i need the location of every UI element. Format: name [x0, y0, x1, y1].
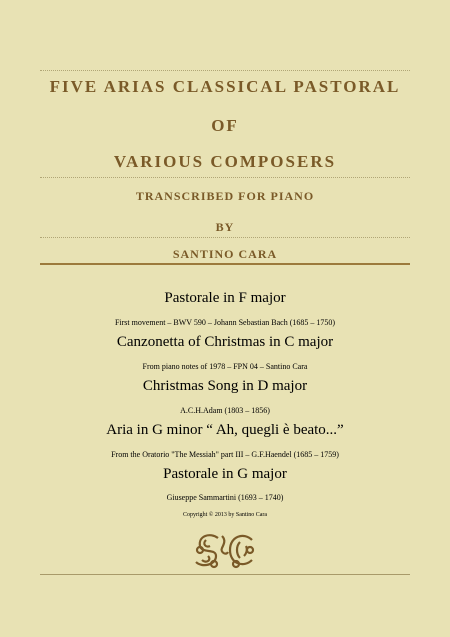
author-thick-rule — [40, 263, 410, 265]
piece-title-2: Canzonetta of Christmas in C major — [116, 334, 334, 350]
top-dotted-rule — [40, 70, 410, 71]
title-dotted-rule — [40, 177, 410, 178]
piece-title-4: Aria in G minor “ Ah, quegli è beato...” — [106, 422, 344, 438]
piece-detail-1: First movement – BWV 590 – Johann Sebastian Bach (1685 – 1750) — [114, 318, 336, 327]
author: SANTINO CARA — [172, 247, 278, 261]
title-line-1: FIVE ARIAS CLASSICAL PASTORAL — [49, 77, 401, 96]
piece-title-5: Pastorale in G major — [163, 466, 287, 482]
sc-monogram-ornament-icon — [192, 530, 258, 570]
piece-detail-2: From piano notes of 1978 – FPN 04 – Santino Cara — [142, 362, 308, 371]
title-line-2: OF — [211, 116, 239, 135]
piece-title-1: Pastorale in F major — [164, 290, 286, 306]
bottom-rule — [40, 574, 410, 575]
piece-detail-5: Giuseppe Sammartini (1693 – 1740) — [166, 493, 284, 502]
title-line-3: VARIOUS COMPOSERS — [113, 152, 337, 171]
copyright-note: Copyright © 2013 by Santino Cara — [182, 512, 268, 518]
by-label: BY — [215, 220, 235, 234]
piece-detail-3: A.C.H.Adam (1803 – 1856) — [180, 406, 270, 415]
subtitle: TRANSCRIBED FOR PIANO — [135, 189, 315, 203]
piece-title-3: Christmas Song in D major — [142, 378, 308, 394]
by-dotted-rule — [40, 237, 410, 238]
piece-detail-4: From the Oratorio "The Messiah" part III – G.F.Haendel (1685 – 1759) — [111, 450, 339, 459]
